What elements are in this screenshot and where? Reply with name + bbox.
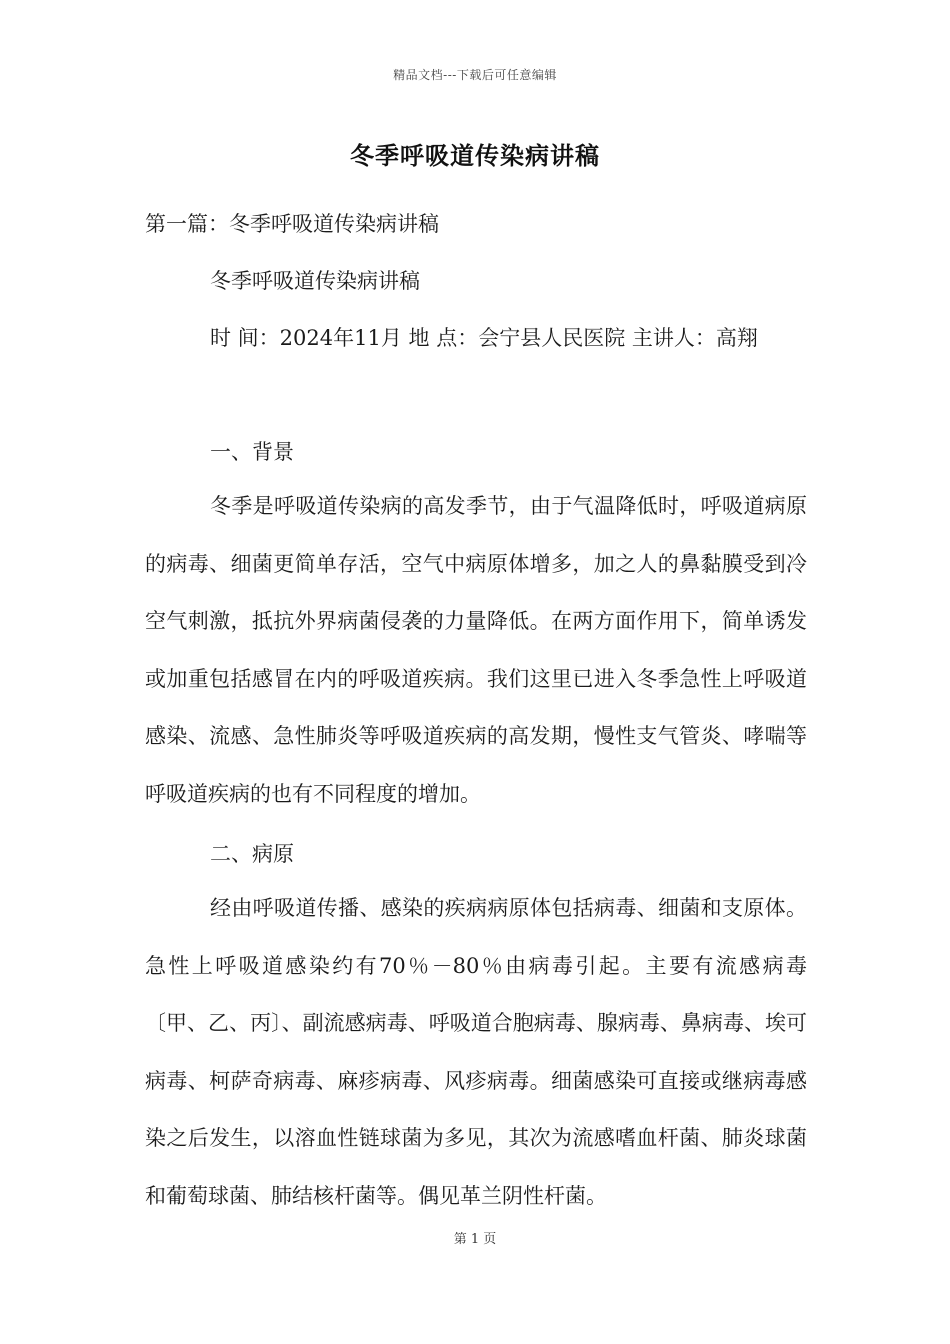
section2-heading: 二、病原 [210,842,294,866]
part-heading: 第一篇：冬季呼吸道传染病讲稿 [145,212,439,236]
page-number: 第 1 页 [453,1232,497,1247]
section2-body: 经由呼吸道传播、感染的疾病病原体包括病毒、细菌和支原体。急性上呼吸道感染约有70％－80％由病毒引起。主要有流感病毒〔甲、乙、丙〕、副流感病毒、呼吸道合胞病毒、腺病毒、鼻病毒、埃可病毒、柯萨奇病毒、麻疹病毒、风疹病毒。细菌感染可直接或继病毒感染之后发生，以溶血性链球菌为多见，其次为流感嗜血杆菌、肺炎球菌和葡萄球菌、肺结核杆菌等。偶见革兰阴性杆菌。 [145,896,807,1208]
document-title: 冬季呼吸道传染病讲稿 [350,141,600,170]
subtitle: 冬季呼吸道传染病讲稿 [210,269,420,293]
section1-heading: 一、背景 [210,440,294,464]
header-note: 精品文档---下载后可任意编辑 [393,68,557,82]
meta-line: 时 间：2024年11月 地 点：会宁县人民医院 主讲人：高翔 [210,326,758,350]
section1-body: 冬季是呼吸道传染病的高发季节，由于气温降低时，呼吸道病原的病毒、细菌更简单存活，空气中病原体增多，加之人的鼻黏膜受到冷空气刺激，抵抗外界病菌侵袭的力量降低。在两方面作用下，简单诱发或加重包括感冒在内的呼吸道疾病。我们这里已进入冬季急性上呼吸道感染、流感、急性肺炎等呼吸道疾病的高发期，慢性支气管炎、哮喘等呼吸道疾病的也有不同程度的增加。 [145,494,807,806]
